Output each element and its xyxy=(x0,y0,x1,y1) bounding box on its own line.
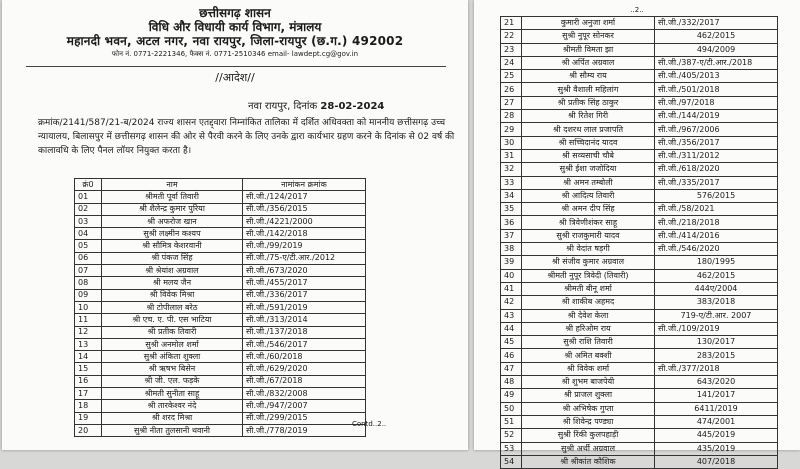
name-cell: श्री दशरथ लाल प्रजापति xyxy=(522,123,655,136)
name-cell: श्रीमती सुनीता साहू xyxy=(102,388,243,400)
name-cell: श्री शरद मिश्रा xyxy=(102,412,243,424)
header-enrollment: नामांकन क्रमांक xyxy=(243,179,366,191)
header-serial: क्रं0 xyxy=(75,179,102,191)
name-cell: श्री अर्पित अग्रवाल xyxy=(522,56,655,69)
enrollment-cell: सी.जी./546/2020 xyxy=(655,243,778,256)
serial-cell: 16 xyxy=(75,375,102,387)
table-row xyxy=(501,256,778,269)
enrollment-cell: 180/1995 xyxy=(655,256,778,269)
serial-cell: 14 xyxy=(75,351,102,363)
name-cell: श्री अमन तम्बोली xyxy=(522,176,655,189)
enrollment-cell: सी.जी./75-ए/टी.आर./2012 xyxy=(243,252,366,264)
serial-cell: 32 xyxy=(501,163,522,176)
enrollment-cell: सी.जी./4221/2000 xyxy=(243,215,366,227)
name-cell: श्री सौमित्र केशरवानी xyxy=(102,240,243,252)
table-row xyxy=(75,375,366,387)
table-row xyxy=(75,265,366,277)
table-row xyxy=(75,388,366,400)
name-cell: सुश्री ईशा जजोदिया xyxy=(522,163,655,176)
name-cell: श्री श्रीकांत कौशिक xyxy=(522,455,655,468)
enrollment-cell: सी.जी./618/2020 xyxy=(655,163,778,176)
enrollment-cell: सी.जी./947/2007 xyxy=(243,400,366,412)
enrollment-cell: सी.जी./501/2018 xyxy=(655,83,778,96)
name-cell: श्री जी. एल. फड़के xyxy=(102,375,243,387)
serial-cell: 25 xyxy=(501,70,522,83)
table-row xyxy=(501,415,778,428)
serial-cell: 29 xyxy=(501,123,522,136)
serial-cell: 38 xyxy=(501,243,522,256)
table-row xyxy=(501,30,778,43)
enrollment-cell: 462/2015 xyxy=(655,269,778,282)
enrollment-cell: सी.जी./313/2014 xyxy=(243,314,366,326)
name-cell: सुश्री वैशाली महिलांग xyxy=(522,83,655,96)
enrollment-cell: 6411/2019 xyxy=(655,402,778,415)
name-cell: सुश्री राजकुमारी यादव xyxy=(522,229,655,242)
serial-cell: 08 xyxy=(75,277,102,289)
name-cell: सुश्री अनमोल शर्मा xyxy=(102,338,243,350)
table-row xyxy=(501,269,778,282)
table-row xyxy=(501,149,778,162)
name-cell: श्री रितेश गिरी xyxy=(522,110,655,123)
enrollment-cell: सी.जी./218/2018 xyxy=(655,216,778,229)
page-number: ..2.. xyxy=(630,6,644,14)
serial-cell: 19 xyxy=(75,412,102,424)
serial-cell: 24 xyxy=(501,56,522,69)
header-name: नाम xyxy=(102,179,243,191)
table-row xyxy=(75,240,366,252)
name-cell: श्री पंकज सिंह xyxy=(102,252,243,264)
serial-cell: 47 xyxy=(501,362,522,375)
name-cell: श्री शिवेन्द्र पण्ड्या xyxy=(522,415,655,428)
letterhead-department: विधि और विधायी कार्य विभाग, मंत्रालय xyxy=(148,20,322,34)
name-cell: श्री शुभम बाजपेयी xyxy=(522,376,655,389)
serial-cell: 28 xyxy=(501,110,522,123)
enrollment-cell: सी.जी./99/2019 xyxy=(243,240,366,252)
serial-cell: 21 xyxy=(501,17,522,30)
serial-cell: 48 xyxy=(501,376,522,389)
enrollment-cell: 494/2009 xyxy=(655,43,778,56)
name-cell: श्री तारकेश्वर नंदे xyxy=(102,400,243,412)
table-row xyxy=(75,424,366,436)
name-cell: श्री आदित्य तिवारी xyxy=(522,189,655,202)
enrollment-cell: सी.जी./142/2018 xyxy=(243,228,366,240)
letterhead-divider xyxy=(26,66,446,67)
enrollment-cell: सी.जी./967/2006 xyxy=(655,123,778,136)
enrollment-cell: सी.जी./591/2019 xyxy=(243,301,366,313)
name-cell: श्री सच्चिदानंद यादव xyxy=(522,136,655,149)
name-cell: सुश्री राशि तिवारी xyxy=(522,336,655,349)
serial-cell: 36 xyxy=(501,216,522,229)
serial-cell: 27 xyxy=(501,96,522,109)
table-row xyxy=(501,56,778,69)
enrollment-cell: 383/2018 xyxy=(655,296,778,309)
table-row xyxy=(501,216,778,229)
table-row xyxy=(501,442,778,455)
enrollment-cell: 283/2015 xyxy=(655,349,778,362)
order-title: //आदेश// xyxy=(215,71,255,84)
enrollment-cell: 445/2019 xyxy=(655,429,778,442)
name-cell: श्री श्रेयांश अग्रवाल xyxy=(102,265,243,277)
table-row xyxy=(501,83,778,96)
enrollment-cell: सी.जी./58/2021 xyxy=(655,203,778,216)
enrollment-cell: सी.जी./387-ए/टी.आर./2018 xyxy=(655,56,778,69)
table-row xyxy=(501,70,778,83)
enrollment-cell: सी.जी./137/2018 xyxy=(243,326,366,338)
table-row xyxy=(75,215,366,227)
enrollment-cell: सी.जी./629/2020 xyxy=(243,363,366,375)
enrollment-cell: सी.जी./356/2017 xyxy=(655,136,778,149)
name-cell: सुश्री नुपूर सोनकर xyxy=(522,30,655,43)
enrollment-cell: 435/2019 xyxy=(655,442,778,455)
name-cell: श्रीमती विमता झा xyxy=(522,43,655,56)
enrollment-cell: 141/2017 xyxy=(655,389,778,402)
order-date: 28-02-2024 xyxy=(320,101,385,112)
name-cell: श्री प्रतीक सिंह ठाकुर xyxy=(522,96,655,109)
table-row xyxy=(75,400,366,412)
name-cell: श्री शैलेन्द्र कुमार पुरिया xyxy=(102,203,243,215)
enrollment-cell: 643/2020 xyxy=(655,376,778,389)
enrollment-cell: सी.जी./546/2017 xyxy=(243,338,366,350)
order-page-1 xyxy=(2,0,468,450)
name-cell: सुश्री नीता तुलसानी थवानी xyxy=(102,424,243,436)
name-cell: श्री मलय जैन xyxy=(102,277,243,289)
serial-cell: 09 xyxy=(75,289,102,301)
table-row xyxy=(501,322,778,335)
serial-cell: 37 xyxy=(501,229,522,242)
table-row xyxy=(501,243,778,256)
serial-cell: 30 xyxy=(501,136,522,149)
table-row xyxy=(75,228,366,240)
table-row xyxy=(501,17,778,30)
table-row xyxy=(501,136,778,149)
table-row xyxy=(501,389,778,402)
name-cell: श्री अभिषेक गुप्ता xyxy=(522,402,655,415)
table-row xyxy=(501,96,778,109)
serial-cell: 11 xyxy=(75,314,102,326)
serial-cell: 54 xyxy=(501,455,522,468)
serial-cell: 41 xyxy=(501,282,522,295)
enrollment-cell: सी.जी./405/2013 xyxy=(655,70,778,83)
serial-cell: 18 xyxy=(75,400,102,412)
table-row xyxy=(501,455,778,468)
name-cell: श्री टोपीलाल बरेठ xyxy=(102,301,243,313)
serial-cell: 04 xyxy=(75,228,102,240)
enrollment-cell: सी.जी./124/2017 xyxy=(243,191,366,203)
serial-cell: 01 xyxy=(75,191,102,203)
order-body-text: क्रमांक/2141/587/21-ब/2024 राज्य शासन एतद्द्वारा निम्नांकित तालिका में दर्शित अधिवक्ता को माननीय छत्तीसगढ़ उच्च न्यायालय, बिलासपुर में छत्तीसगढ़ शासन की ओर से पैरवी करने के लिए उनके द्वारा कार्यभार ग्रहण करने के दिनांक से 02 वर्ष की कालावधि के लिए पैनल लॉयर नियुक्त करता है। xyxy=(38,118,455,156)
table-row xyxy=(75,338,366,350)
table-row xyxy=(75,191,366,203)
enrollment-cell: 474/2001 xyxy=(655,415,778,428)
name-cell: श्री सौम्य राय xyxy=(522,70,655,83)
table-row xyxy=(75,326,366,338)
serial-cell: 02 xyxy=(75,203,102,215)
enrollment-cell: सी.जी./60/2018 xyxy=(243,351,366,363)
enrollment-cell: सी.जी./673/2020 xyxy=(243,265,366,277)
serial-cell: 35 xyxy=(501,203,522,216)
serial-cell: 33 xyxy=(501,176,522,189)
enrollment-cell: सी.जी./414/2016 xyxy=(655,229,778,242)
name-cell: श्री हरिओम राय xyxy=(522,322,655,335)
enrollment-cell: सी.जी./832/2008 xyxy=(243,388,366,400)
serial-cell: 05 xyxy=(75,240,102,252)
serial-cell: 07 xyxy=(75,265,102,277)
table-row xyxy=(501,229,778,242)
serial-cell: 42 xyxy=(501,296,522,309)
enrollment-cell: सी.जी./778/2019 xyxy=(243,424,366,436)
serial-cell: 46 xyxy=(501,349,522,362)
enrollment-cell: सी.जी./455/2017 xyxy=(243,277,366,289)
name-cell: श्री देवेश केला xyxy=(522,309,655,322)
serial-cell: 40 xyxy=(501,269,522,282)
table-row xyxy=(501,362,778,375)
table-row xyxy=(75,412,366,424)
table-header-row xyxy=(75,179,366,191)
table-row xyxy=(75,203,366,215)
serial-cell: 15 xyxy=(75,363,102,375)
enrollment-cell: 719-ए/टी.आर. 2007 xyxy=(655,309,778,322)
serial-cell: 20 xyxy=(75,424,102,436)
table-row xyxy=(501,296,778,309)
table-row xyxy=(501,429,778,442)
panel-lawyer-table-2 xyxy=(500,16,778,469)
enrollment-cell: सी.जी./311/2012 xyxy=(655,149,778,162)
letterhead-contact: फोन नं. 0771-2221346, फैक्स नं. 0771-2510346 email- lawdept.cg@gov.in xyxy=(111,50,359,58)
enrollment-cell: सी.जी./377/2018 xyxy=(655,362,778,375)
serial-cell: 23 xyxy=(501,43,522,56)
name-cell: श्री शाकीब अहमद xyxy=(522,296,655,309)
serial-cell: 53 xyxy=(501,442,522,455)
table-row xyxy=(501,349,778,362)
name-cell: श्री वेदांत षड़गी xyxy=(522,243,655,256)
name-cell: श्री विवेक शर्मा xyxy=(522,362,655,375)
serial-cell: 43 xyxy=(501,309,522,322)
enrollment-cell: सी.जी./67/2018 xyxy=(243,375,366,387)
table-row xyxy=(75,289,366,301)
serial-cell: 51 xyxy=(501,415,522,428)
table-row xyxy=(501,176,778,189)
table-row xyxy=(501,163,778,176)
name-cell: सुश्री अंकिता शुक्ला xyxy=(102,351,243,363)
name-cell: सुश्री अर्थी अग्रवाल xyxy=(522,442,655,455)
enrollment-cell: 462/2015 xyxy=(655,30,778,43)
enrollment-cell: 576/2015 xyxy=(655,189,778,202)
serial-cell: 10 xyxy=(75,301,102,313)
enrollment-cell: सी.जी./332/2017 xyxy=(655,17,778,30)
name-cell: श्री त्रिवेणीशंकर साहू xyxy=(522,216,655,229)
serial-cell: 49 xyxy=(501,389,522,402)
serial-cell: 31 xyxy=(501,149,522,162)
table-row xyxy=(75,301,366,313)
serial-cell: 52 xyxy=(501,429,522,442)
enrollment-cell: सी.जी./97/2018 xyxy=(655,96,778,109)
table-row xyxy=(501,110,778,123)
name-cell: श्रीमती बीनू शर्मा xyxy=(522,282,655,295)
name-cell: सुश्री लक्ष्मीन कश्यप xyxy=(102,228,243,240)
name-cell: कुमारी अनुजा शर्मा xyxy=(522,17,655,30)
table-row xyxy=(501,43,778,56)
serial-cell: 50 xyxy=(501,402,522,415)
serial-cell: 22 xyxy=(501,30,522,43)
enrollment-cell: सी.जी./109/2019 xyxy=(655,322,778,335)
letterhead-government: छत्तीसगढ़ शासन xyxy=(199,6,271,20)
panel-lawyer-table-1 xyxy=(74,178,366,437)
enrollment-cell: 407/2018 xyxy=(655,455,778,468)
table-row xyxy=(75,252,366,264)
serial-cell: 39 xyxy=(501,256,522,269)
name-cell: श्री अफरोज खान xyxy=(102,215,243,227)
table-row xyxy=(75,277,366,289)
serial-cell: 44 xyxy=(501,322,522,335)
table-row xyxy=(501,402,778,415)
serial-cell: 26 xyxy=(501,83,522,96)
enrollment-cell: सी.जी./299/2015 xyxy=(243,412,366,424)
name-cell: श्री प्राजल शुक्ला xyxy=(522,389,655,402)
enrollment-cell: 130/2017 xyxy=(655,336,778,349)
letterhead-address: महानदी भवन, अटल नगर, नवा रायपुर, जिला-रायपुर (छ.ग.) 492002 xyxy=(66,34,404,48)
table-row xyxy=(501,309,778,322)
table-row xyxy=(75,363,366,375)
serial-cell: 13 xyxy=(75,338,102,350)
name-cell: श्री सव्यसाची चौबे xyxy=(522,149,655,162)
name-cell: श्रीमती नुपूर त्रिवेदी (तिवारी) xyxy=(522,269,655,282)
name-cell: श्री एच. ए. पी. एस भाटिया xyxy=(102,314,243,326)
serial-cell: 17 xyxy=(75,388,102,400)
name-cell: श्री अमित बक्शी xyxy=(522,349,655,362)
order-page-2 xyxy=(474,0,800,466)
name-cell: श्री विवेक मिश्रा xyxy=(102,289,243,301)
serial-cell: 03 xyxy=(75,215,102,227)
table-row xyxy=(75,314,366,326)
serial-cell: 06 xyxy=(75,252,102,264)
table-row xyxy=(501,376,778,389)
name-cell: श्री प्रतीक तिवारी xyxy=(102,326,243,338)
enrollment-cell: सी.जी./144/2019 xyxy=(655,110,778,123)
name-cell: श्री ऋषभ बिसेन xyxy=(102,363,243,375)
table-row xyxy=(501,282,778,295)
enrollment-cell: सी.जी./335/2017 xyxy=(655,176,778,189)
continued-note: Contd..2.. xyxy=(352,420,387,428)
enrollment-cell: 444ए/2004 xyxy=(655,282,778,295)
name-cell: सुश्री रिंकी कुलपहाड़ी xyxy=(522,429,655,442)
place-date xyxy=(248,98,384,112)
enrollment-cell: सी.जी./336/2017 xyxy=(243,289,366,301)
place-label: नवा रायपुर, दिनांक xyxy=(248,101,318,112)
table-row xyxy=(75,351,366,363)
name-cell: श्रीमती पूर्वा तिवारी xyxy=(102,191,243,203)
table-row xyxy=(501,189,778,202)
serial-cell: 12 xyxy=(75,326,102,338)
serial-cell: 34 xyxy=(501,189,522,202)
name-cell: श्री संजीव कुमार अग्रवाल xyxy=(522,256,655,269)
table-row xyxy=(501,203,778,216)
enrollment-cell: सी.जी./356/2015 xyxy=(243,203,366,215)
name-cell: श्री अमन दीप सिंह xyxy=(522,203,655,216)
table-row xyxy=(501,336,778,349)
serial-cell: 45 xyxy=(501,336,522,349)
table-row xyxy=(501,123,778,136)
